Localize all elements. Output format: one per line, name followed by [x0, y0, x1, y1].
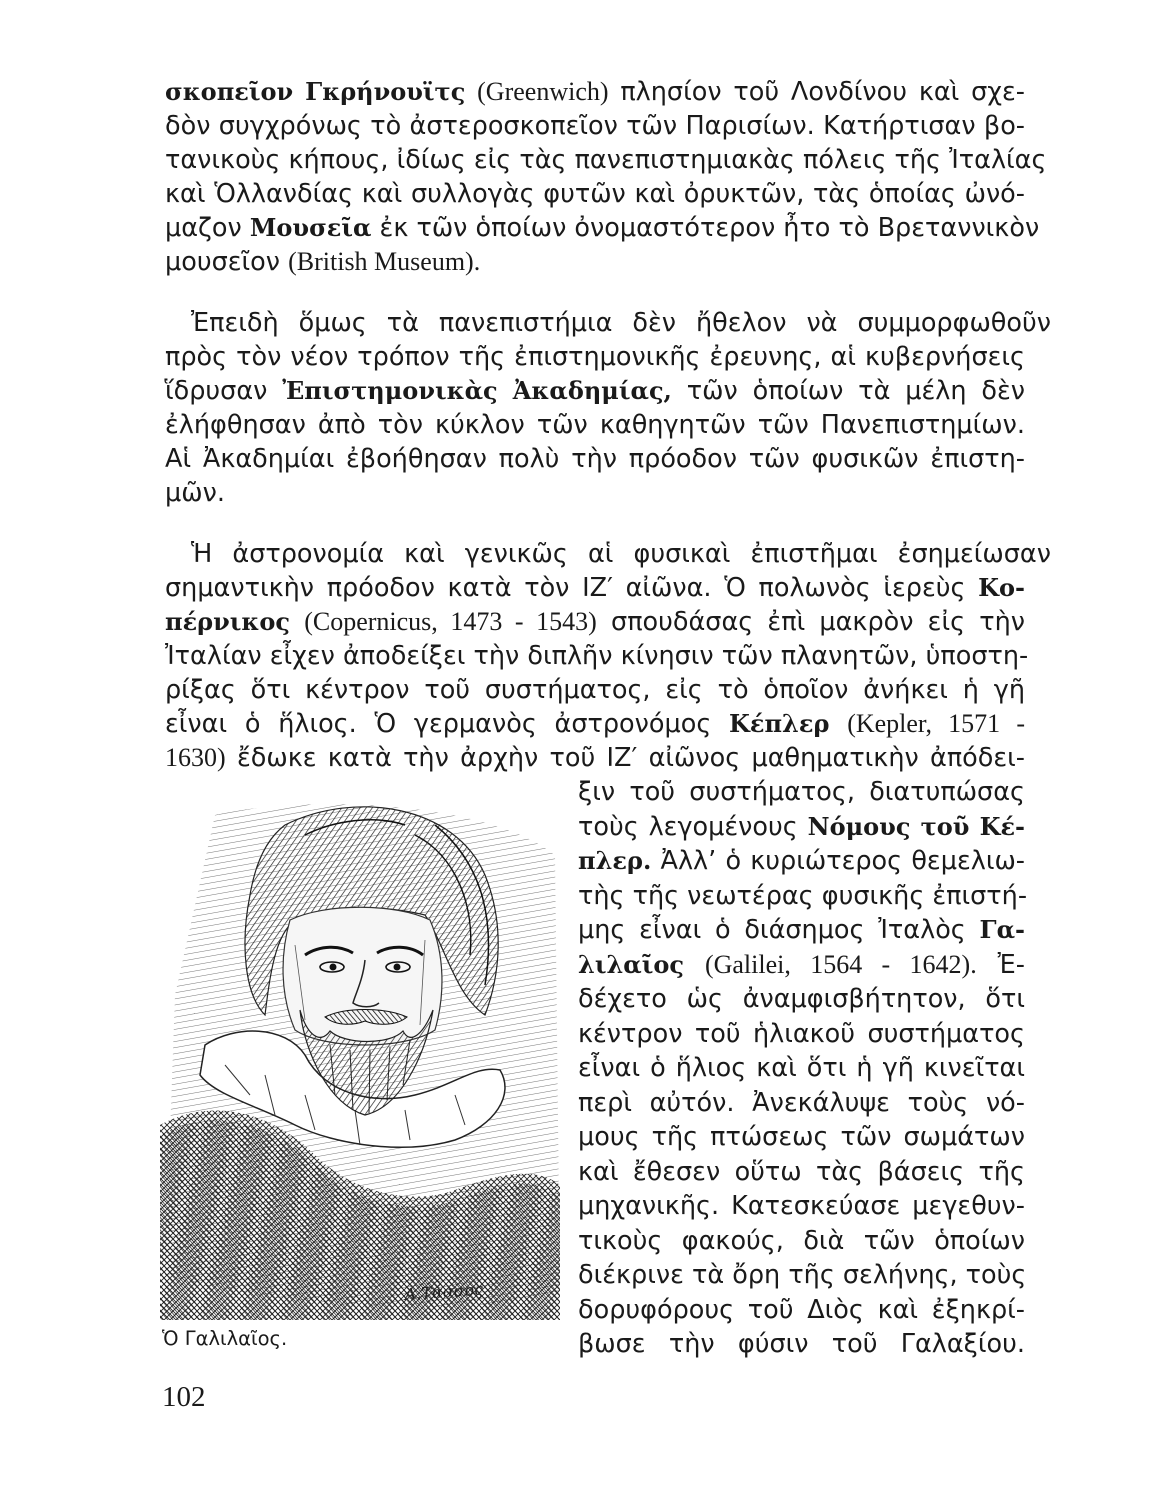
bold-term: Κέπλερ	[729, 709, 830, 738]
text-run: (Greenwich)	[477, 77, 609, 106]
text-line	[165, 571, 1025, 605]
text-run	[465, 77, 477, 107]
bold-term: σκοπεῖον Γκρήνουϊτς	[165, 77, 466, 106]
text-line	[578, 810, 1025, 844]
bold-term: Γα-	[979, 915, 1025, 944]
text-run: (Galilei, 1564 - 1642).	[704, 949, 977, 979]
text-line	[578, 1224, 1025, 1258]
text-run: ἵδρυσαν	[165, 376, 283, 406]
text-run: μης εἶναι ὁ διάσημος Ἰταλὸς	[578, 915, 980, 945]
text-run: Ἡ ἀστρονομία καὶ γενικῶς αἱ φυσικαὶ ἐπιστῆμαι ἐσημείωσαν	[191, 539, 1051, 569]
text-run	[829, 709, 847, 739]
text-run: ξιν τοῦ συστήματος, διατυπώσας	[578, 777, 1025, 807]
text-line	[578, 1086, 1025, 1120]
text-line	[578, 879, 1028, 913]
portrait-signature: A.Τάσσος	[403, 1279, 484, 1304]
text-run: τῶν ὁποίων τὰ μέλη δὲν	[671, 376, 1025, 406]
text-run: καὶ Ὁλλανδίας καὶ συλλογὰς φυτῶν καὶ ὀρυκτῶν, τὰς ὁποίας ὠνό-	[165, 179, 1025, 209]
text-line	[578, 1120, 1025, 1154]
text-run: διέκρινε τὰ ὄρη τῆς σελήνης, τοὺς	[578, 1260, 1027, 1290]
text-run: Ἀλλ’ ὁ κυριώτερος θεμελιω-	[651, 846, 1025, 876]
text-run: μηχανικῆς. Κατεσκεύασε μεγεθυν-	[578, 1191, 1025, 1221]
text-run: εἶναι ὁ ἥλιος καὶ ὅτι ἡ γῆ κινεῖται	[578, 1053, 1025, 1083]
text-line	[578, 844, 1025, 878]
text-run: τανικοὺς κήπους, ἰδίως εἰς τὰς πανεπιστημιακὰς πόλεις τῆς Ἰταλίας	[165, 145, 1047, 175]
galileo-portrait-engraving	[155, 795, 565, 1325]
text-line	[165, 109, 1025, 143]
text-run: Ἐπειδὴ ὅμως τὰ πανεπιστήμια δὲν ἤθελον νὰ συμμορφωθοῦν	[191, 308, 1051, 338]
text-line	[578, 1293, 1025, 1327]
text-run: εἶναι ὁ ἥλιος. Ὁ γερμανὸς ἀστρονόμος	[165, 709, 730, 739]
text-run	[684, 950, 705, 980]
bold-term: Νόμους τοῦ Κέ-	[807, 811, 1025, 841]
text-run: ρίξας ὅτι κέντρον τοῦ συστήματος, εἰς τὸ ὁποῖον ἀνήκει ἡ γῆ	[165, 675, 1025, 705]
text-line	[578, 948, 1025, 982]
text-run: δέχετο ὡς ἀναμφισβήτητον, ὅτι	[578, 984, 1025, 1014]
bold-term: πλερ.	[578, 846, 652, 875]
text-run	[290, 607, 304, 637]
text-run: μους τῆς πτώσεως τῶν σωμάτων	[578, 1122, 1025, 1152]
text-line	[578, 982, 1025, 1016]
text-line	[165, 306, 1051, 340]
text-line	[165, 143, 1047, 177]
text-line	[165, 673, 1025, 707]
figure-caption: Ὁ Γαλιλαῖος.	[162, 1327, 288, 1350]
text-run: (British Museum).	[288, 247, 481, 276]
text-line	[165, 177, 1025, 211]
text-line	[165, 374, 1025, 408]
text-line	[165, 605, 1025, 639]
text-run: σημαντικὴν πρόοδον κατὰ τὸν ΙΖ′ αἰῶνα. Ὁ πολωνὸς ἱερεὺς	[165, 573, 979, 603]
text-run: μῶν.	[165, 478, 225, 508]
text-run: Ἰταλίαν εἶχεν ἀποδείξει τὴν διπλῆν κίνησιν τῶν πλανητῶν, ὑποστη-	[165, 641, 1029, 671]
text-line	[578, 1327, 1025, 1361]
text-run: (Copernicus, 1473 - 1543)	[304, 607, 597, 636]
bold-term: Κο-	[978, 573, 1025, 602]
text-run: πλησίον τοῦ Λονδίνου καὶ σχε-	[608, 77, 1025, 107]
text-line	[165, 211, 1040, 245]
text-run: δὸν συγχρόνως τὸ ἀστεροσκοπεῖον τῶν Παρισίων. Κατήρτισαν βο-	[165, 111, 1025, 141]
text-run: τὴς τῆς νεωτέρας φυσικῆς ἐπιστή-	[578, 880, 1028, 911]
text-run: ἔδωκε κατὰ τὴν ἀρχὴν τοῦ ΙΖ′ αἰῶνος μαθηματικὴν ἀπόδει-	[225, 743, 1025, 773]
text-line	[578, 913, 1025, 947]
text-run: μαζον	[165, 213, 250, 243]
text-run: πρὸς τὸν νέον τρόπον τῆς ἐπιστημονικῆς ἐρευνης, αἱ κυβερνήσεις	[165, 342, 1025, 372]
bold-term: Ἐπιστημονικὰς Ἀκαδημίας,	[282, 376, 672, 405]
text-run: τικοὺς φακούς, διὰ τῶν ὁποίων	[578, 1225, 1025, 1256]
text-run: Ἐ-	[976, 949, 1026, 980]
text-run: 1630)	[165, 743, 226, 772]
text-line	[165, 408, 1025, 442]
text-run: κέντρον τοῦ ἡλιακοῦ συστήματος	[578, 1018, 1025, 1049]
text-line	[578, 1017, 1025, 1051]
text-line	[578, 1155, 1025, 1189]
text-line	[165, 75, 1025, 109]
text-line	[165, 245, 480, 279]
text-line	[165, 741, 1025, 775]
text-line	[165, 537, 1051, 571]
text-run: βωσε τὴν φύσιν τοῦ Γαλαξίου.	[578, 1329, 1025, 1359]
text-line	[578, 775, 1025, 809]
text-run: μουσεῖον	[165, 247, 289, 277]
text-run: δορυφόρους τοῦ Διὸς καὶ ἐξηκρί-	[578, 1294, 1025, 1325]
text-line	[165, 639, 1029, 673]
page-number: 102	[162, 1381, 206, 1413]
text-run: Αἱ Ἀκαδημίαι ἐβοήθησαν πολὺ τὴν πρόοδον τῶν φυσικῶν ἐπιστη-	[165, 444, 1025, 474]
text-line	[165, 707, 1025, 741]
text-line	[165, 442, 1025, 476]
text-run: τοὺς λεγομένους	[578, 811, 808, 842]
text-line	[165, 476, 225, 510]
bold-term: Μουσεῖα	[249, 213, 372, 242]
text-line	[578, 1189, 1025, 1223]
text-run: καὶ ἔθεσεν οὕτω τὰς βάσεις τῆς	[578, 1156, 1025, 1187]
text-run: ἐλήφθησαν ἀπὸ τὸν κύκλον τῶν καθηγητῶν τῶν Πανεπιστημίων.	[165, 410, 1025, 440]
text-line	[165, 340, 1025, 374]
text-line	[578, 1258, 1025, 1292]
text-run: περὶ αὐτόν. Ἀνεκάλυψε τοὺς νό-	[578, 1087, 1025, 1118]
text-run: (Kepler, 1571 -	[847, 709, 1025, 738]
text-line	[578, 1051, 1025, 1085]
text-run: σπουδάσας ἐπὶ μακρὸν εἰς τὴν	[596, 607, 1025, 637]
bold-term: πέρνικος	[165, 607, 290, 636]
text-run: ἐκ τῶν ὁποίων ὀνομαστότερον ἦτο τὸ Βρεταννικὸν	[371, 213, 1040, 243]
bold-term: λιλαῖος	[578, 949, 684, 979]
